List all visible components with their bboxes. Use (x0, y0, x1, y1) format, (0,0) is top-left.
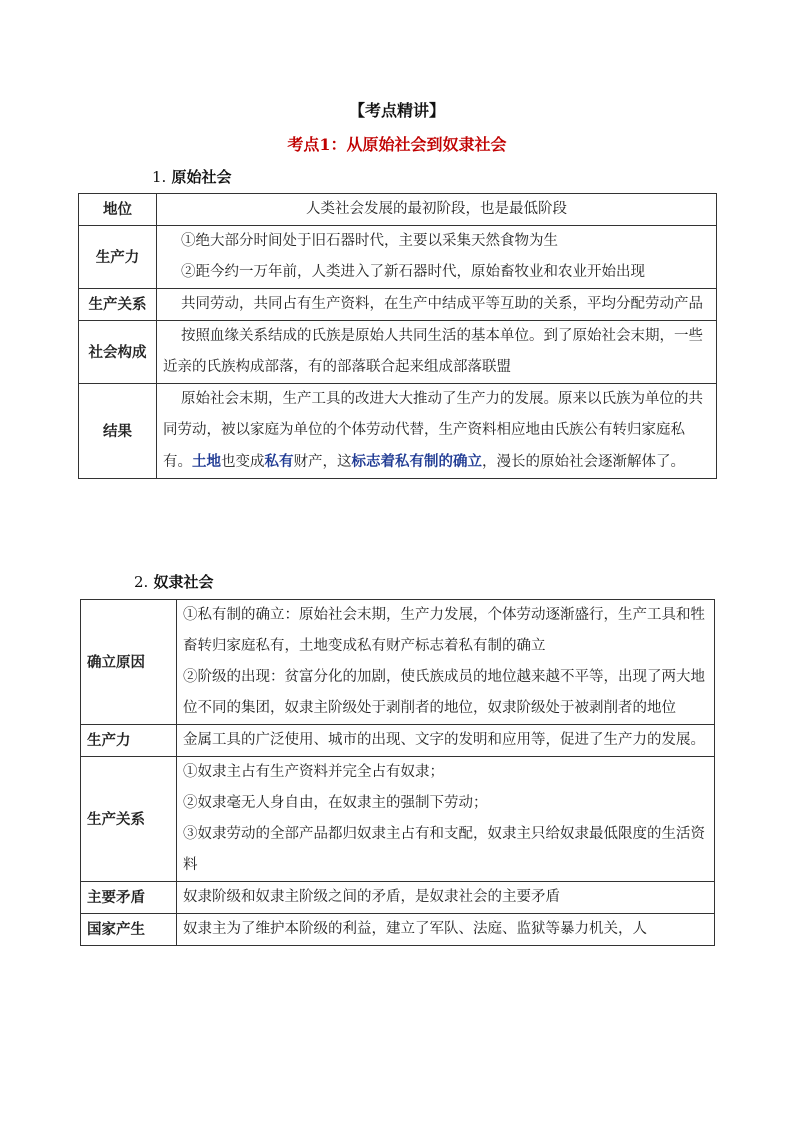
highlight-term: 标志着私有制的确立 (351, 453, 482, 470)
row-label: 国家产生 (81, 914, 177, 946)
content-line: ②距今约一万年前，人类进入了新石器时代，原始畜牧业和农业开始出现 (181, 264, 645, 280)
table-row (81, 757, 715, 882)
row-label: 主要矛盾 (81, 882, 177, 914)
row-content: 奴隶主为了维护本阶级的利益，建立了军队、法庭、监狱等暴力机关，人 (177, 914, 715, 946)
primitive-society-table (78, 193, 717, 479)
text-run: 也变成 (221, 454, 265, 470)
row-content: 人类社会发展的最初阶段，也是最低阶段 (157, 194, 717, 226)
topic-subtitle: 考点1：从原始社会到奴隶社会 (287, 135, 507, 154)
section-number: 2. (134, 573, 149, 591)
table-row (79, 226, 717, 289)
highlight-term: 土地 (192, 453, 221, 470)
content-line: ①奴隶主占有生产资料并完全占有奴隶； (183, 764, 444, 780)
table-row (81, 882, 715, 914)
content-line: ①绝大部分时间处于旧石器时代，主要以采集天然食物为生 (181, 233, 558, 249)
table-row (81, 600, 715, 725)
row-content: 金属工具的广泛使用、城市的出现、文字的发明和应用等，促进了生产力的发展。 (177, 725, 715, 757)
section-name: 原始社会 (171, 168, 232, 186)
table-row (81, 725, 715, 757)
row-content (157, 226, 717, 289)
table-row (79, 289, 717, 321)
content-paragraph: ①私有制的确立：原始社会末期，生产力发展，个体劳动逐渐盛行，生产工具和牲畜转归家庭私有，土地变成私有财产标志着私有制的确立 (183, 607, 705, 654)
row-label: 生产关系 (81, 757, 177, 882)
row-label: 生产力 (79, 226, 157, 289)
content-paragraph: ③奴隶劳动的全部产品都归奴隶主占有和支配，奴隶主只给奴隶最低限度的生活资料 (183, 826, 705, 873)
row-label: 确立原因 (81, 600, 177, 725)
row-content: 按照血缘关系结成的氏族是原始人共同生活的基本单位。到了原始社会末期，一些近亲的氏族构成部落，有的部落联合起来组成部落联盟 (157, 321, 717, 384)
section-name: 奴隶社会 (153, 573, 214, 591)
row-label: 社会构成 (79, 321, 157, 384)
table-row (79, 321, 717, 384)
row-label: 生产关系 (79, 289, 157, 321)
row-label: 结果 (79, 384, 157, 479)
table-row (81, 914, 715, 946)
slave-society-table (80, 599, 715, 946)
highlight-term: 私有 (264, 453, 294, 470)
section-title-slave-society (134, 571, 214, 592)
row-label: 生产力 (81, 725, 177, 757)
text-run: ，漫长的原始社会逐渐解体了。 (482, 454, 685, 470)
section-number: 1. (152, 168, 167, 186)
row-content (177, 600, 715, 725)
table-row (79, 384, 717, 479)
row-content: 奴隶阶级和奴隶主阶级之间的矛盾，是奴隶社会的主要矛盾 (177, 882, 715, 914)
table-row (79, 194, 717, 226)
row-content (177, 757, 715, 882)
text-run: 原始社会末期，生产工具的改进大大推动了生产力的发展。原来以氏族为单位的共同劳动，被以家庭为单位的个体劳动代替，生产资料相应地由氏族公有转归家庭私有。 (163, 391, 703, 470)
row-content (157, 384, 717, 479)
page-title: 【考点精讲】 (348, 101, 445, 120)
row-content: 共同劳动，共同占有生产资料，在生产中结成平等互助的关系，平均分配劳动产品 (157, 289, 717, 321)
content-paragraph: ②阶级的出现：贫富分化的加剧，使氏族成员的地位越来越不平等，出现了两大地位不同的集团，奴隶主阶级处于剥削者的地位，奴隶阶级处于被剥削者的地位 (183, 669, 705, 716)
section-title-primitive-society (152, 166, 232, 187)
row-label: 地位 (79, 194, 157, 226)
content-line: ②奴隶毫无人身自由，在奴隶主的强制下劳动； (183, 795, 488, 811)
text-run: 财产，这 (293, 454, 352, 470)
